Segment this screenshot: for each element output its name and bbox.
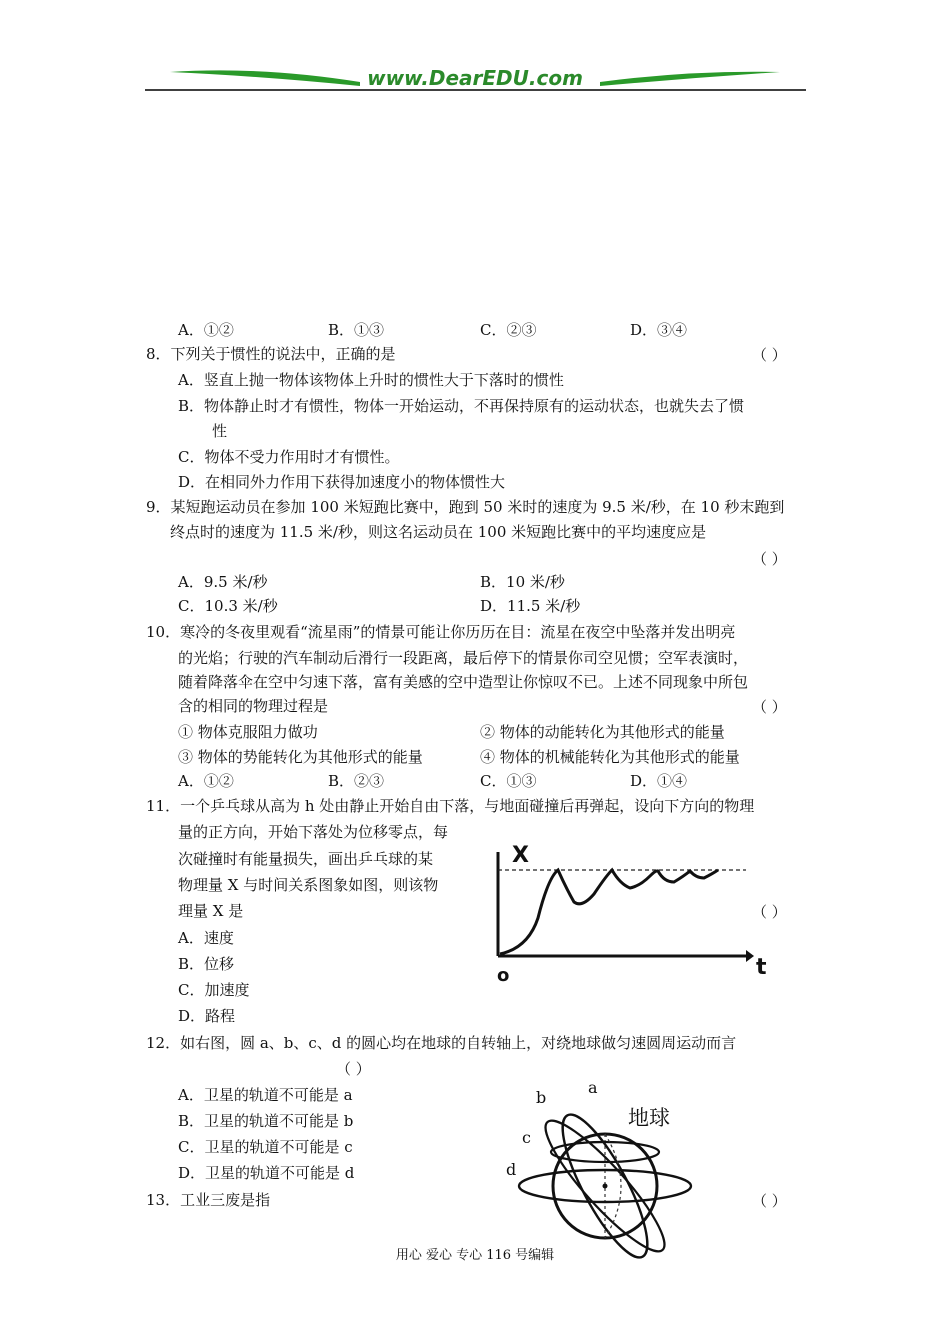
q11-answer-paren: （ ） <box>752 903 787 921</box>
q10-line3: 随着降落伞在空中匀速下落，富有美感的空中造型让你惊叹不已。上述不同现象中所包 <box>178 673 749 691</box>
q13-stem: 13．工业三废是指 <box>146 1191 271 1209</box>
q12-label-b: b <box>536 1088 547 1107</box>
q11-curve <box>500 870 718 954</box>
q8-option-c: C．物体不受力作用时才有惯性。 <box>178 448 400 466</box>
q11-option-a: A．速度 <box>178 929 234 947</box>
q8-option-a: A．竖直上抛一物体该物体上升时的惯性大于下落时的惯性 <box>178 371 564 389</box>
q10-line4: 含的相同的物理过程是 <box>178 697 329 715</box>
q11-option-c: C．加速度 <box>178 981 250 999</box>
q9-option-a: A．9.5 米/秒 <box>178 573 268 591</box>
q9-option-d: D．11.5 米/秒 <box>480 597 581 615</box>
q12-option-c: C．卫星的轨道不可能是 c <box>178 1138 353 1156</box>
q12-option-d: D．卫星的轨道不可能是 d <box>178 1164 355 1182</box>
q10-line2: 的光焰；行驶的汽车制动后滑行一段距离，最后停下的情景你司空见惯；空军表演时， <box>178 649 749 667</box>
q11-x-arrow <box>746 950 754 962</box>
q11-option-d: D．路程 <box>178 1007 236 1025</box>
q10-answer-paren: （ ） <box>752 698 787 716</box>
q11-line3: 次碰撞时有能量损失，画出乒乓球的某 <box>178 850 434 868</box>
q11-line2: 量的正方向，开始下落处为位移零点，每 <box>178 823 449 841</box>
q10-statement-2: ② 物体的动能转化为其他形式的能量 <box>480 723 725 741</box>
q8-option-d: D．在相同外力作用下获得加速度小的物体惯性大 <box>178 473 506 491</box>
q10-option-b: B．②③ <box>328 772 385 790</box>
q13-answer-paren: （ ） <box>752 1192 787 1210</box>
q9-option-c: C．10.3 米/秒 <box>178 597 278 615</box>
q11-option-b: B．位移 <box>178 955 235 973</box>
q9-stem-line1: 9．某短跑运动员在参加 100 米短跑比赛中，跑到 50 米时的速度为 9.5 米/秒，在 10 秒末跑到 <box>146 498 785 516</box>
q10-option-c: C．①③ <box>480 772 537 790</box>
q12-label-c: c <box>522 1128 531 1147</box>
q9-stem-line2: 终点时的速度为 11.5 米/秒，则这名运动员在 100 米短跑比赛中的平均速度应是 <box>170 523 707 541</box>
q7-option-c: C．②③ <box>480 321 537 339</box>
q7-option-b: B．①③ <box>328 321 385 339</box>
logo-text: www.DearEDU.com <box>367 66 583 90</box>
q10-statement-1: ① 物体克服阻力做功 <box>178 723 318 741</box>
q11-line1: 11．一个乒乓球从高为 h 处由静止开始自由下落，与地面碰撞后再弹起，设向下方向的物理 <box>146 797 755 815</box>
q11-line4: 物理量 X 与时间关系图象如图，则该物 <box>178 876 439 894</box>
q8-option-b: B．物体静止时才有惯性，物体一开始运动，不再保持原有的运动状态，也就失去了惯 <box>178 397 745 415</box>
q12-label-earth: 地球 <box>628 1106 670 1130</box>
q8-option-b-cont: 性 <box>212 422 228 440</box>
q11-graph <box>488 838 788 998</box>
q10-line1: 10．寒冷的冬夜里观看“流星雨”的情景可能让你历历在目：流星在夜空中坠落并发出明亮 <box>146 623 736 641</box>
q8-stem: 8．下列关于惯性的说法中，正确的是 <box>146 345 396 363</box>
q11-x-label: t <box>756 955 767 980</box>
q10-option-a: A．①② <box>178 772 234 790</box>
q10-statement-3: ③ 物体的势能转化为其他形式的能量 <box>178 748 423 766</box>
q7-option-d: D．③④ <box>630 321 688 339</box>
q8-answer-paren: （ ） <box>752 346 787 364</box>
q12-stem: 12．如右图，圆 a、b、c、d 的圆心均在地球的自转轴上，对绕地球做匀速圆周运动而言 <box>146 1034 737 1052</box>
q11-origin-label: o <box>497 965 510 986</box>
q7-option-a: A．①② <box>178 321 234 339</box>
q12-label-d: d <box>506 1160 517 1179</box>
q9-answer-paren: （ ） <box>752 550 787 568</box>
q9-option-b: B．10 米/秒 <box>480 573 565 591</box>
q10-statement-4: ④ 物体的机械能转化为其他形式的能量 <box>480 748 740 766</box>
q11-line5: 理量 X 是 <box>178 902 244 920</box>
q12-option-b: B．卫星的轨道不可能是 b <box>178 1112 354 1130</box>
footer-text: 用心 爱心 专心 116 号编辑 <box>395 1248 555 1263</box>
q12-option-a: A．卫星的轨道不可能是 a <box>178 1086 353 1104</box>
q12-answer-paren: （ ） <box>336 1060 371 1078</box>
q11-y-label: X <box>512 843 529 868</box>
q12-label-a: a <box>588 1078 598 1097</box>
q10-option-d: D．①④ <box>630 772 688 790</box>
